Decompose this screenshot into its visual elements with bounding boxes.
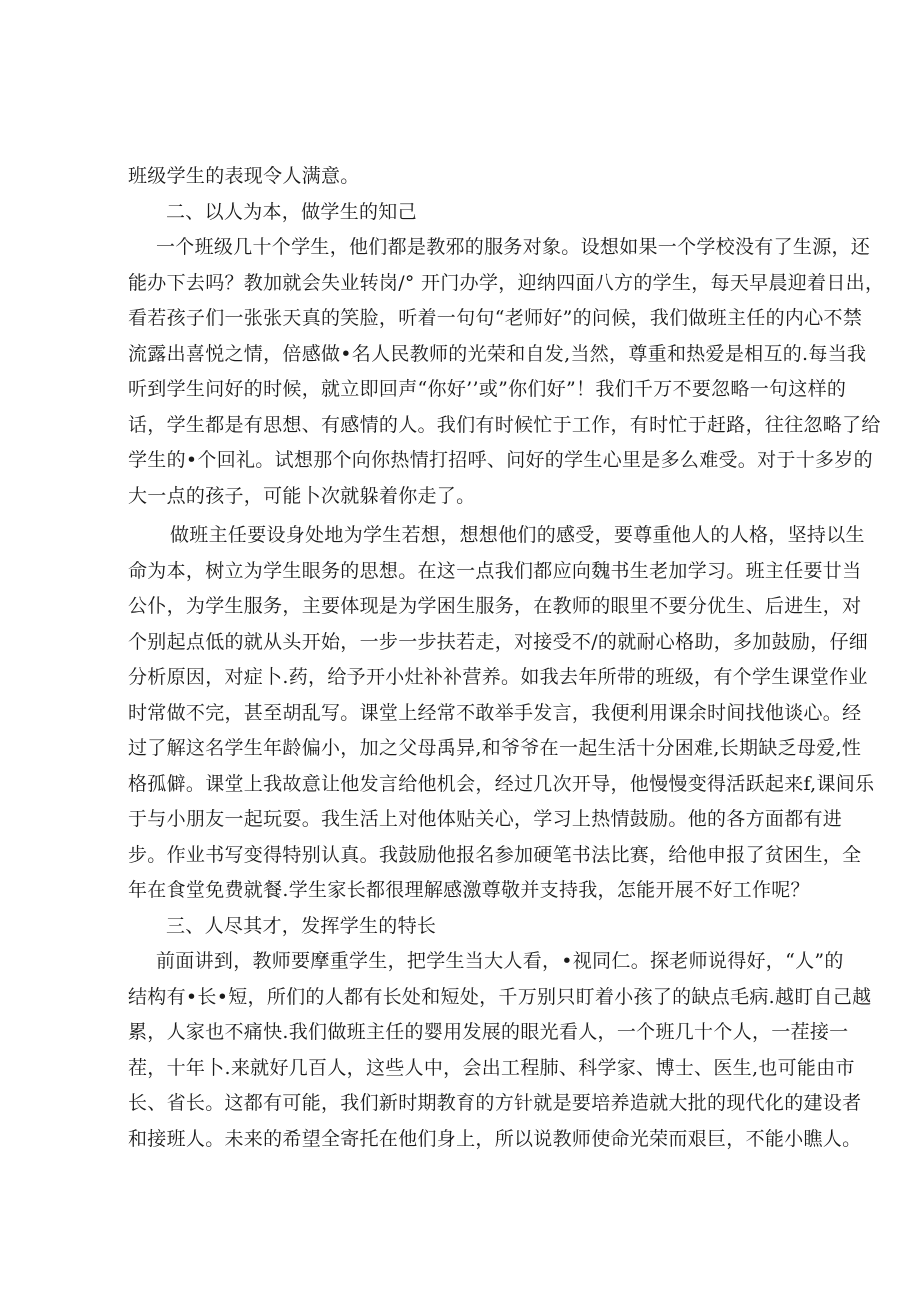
text-line: 一个班级几十个学生，他们都是教邪的服务对象。设想如果一个学校没有了生源，还 <box>156 236 871 258</box>
text-line: 能办下去吗？教加就会失业转岗/° 开门办学，迎纳四面八方的学生，每天早晨迎着日出， <box>128 271 885 294</box>
text-line: 听到学生问好的时候，就立即回声“你好’’或”你们好”！我们千万不要忽略一句这样的 <box>128 378 847 400</box>
text-line: 累，人家也不痛快.我们做班主任的婴用发展的眼光看人，一个班几十个人，一茬接一 <box>128 1021 849 1043</box>
section-heading: 三、人尽其才，发挥学生的特长 <box>166 914 437 937</box>
text-line: 和接班人。未来的希望全寄托在他们身上，所以说教师使命光荣而艰巨，不能小瞧人。 <box>128 1127 862 1150</box>
text-line: 流露出喜悦之情，倍感做•名人民教师的光荣和自发,当然，尊重和热爱是相互的.每当我 <box>128 342 867 365</box>
text-line: 结构有•长•短，所们的人都有长处和短处，千万别只盯着小孩了的缺点毛病.越盯自己越 <box>128 985 872 1008</box>
text-line: 命为本，树立为学生眼务的思想。在这一点我们都应向魏书生老加学习。班主任要廿当 <box>128 559 862 582</box>
text-line: 话，学生都是有思想、有感情的人。我们有时候忙于工作，有时忙于赶路，往往忽略了给 <box>128 413 881 436</box>
text-line: 年在食堂免费就餐.学生家长都很理解感激尊敬并支持我，怎能开展不好工作呢？ <box>128 879 810 901</box>
text-line: 看若孩子们一张张天真的笑脸，听着一句句“老师好”的问候，我们做班主任的内心不禁 <box>128 307 863 329</box>
body-text <box>128 159 885 1157</box>
text-line: 于与小朋友一起玩耍。我生活上对他体贴关心，学习上热情鼓励。他的各方面都有进 <box>128 808 843 830</box>
text-line: 个别起点低的就从头开始，一步一步扶若走，对接受不/的就耐心格助，多加鼓励，仔细 <box>128 630 869 653</box>
text-line: 格孤僻。课堂上我故意让他发言给他机会，经过几次开导，他慢慢变得活跃起来f,课间乐 <box>128 772 875 795</box>
text-line: 茬，十年卜.来就好几百人，这些人中，会出工程肺、科学家、博士、医生,也可能由市 <box>128 1056 855 1079</box>
section-heading: 二、以人为本，做学生的知己 <box>166 200 417 223</box>
text-line: 大一点的孩子，可能卜次就躲着你走了。 <box>128 484 476 507</box>
text-line: 长、省长。这都有可能，我们新时期教育的方针就是要培养造就大批的现代化的建设者 <box>128 1092 862 1114</box>
text-line: 步。作业书写变得特别认真。我鼓励他报名参加硬笔书法比赛，给他申报了贫困生，全 <box>128 843 862 866</box>
text-line: 学生的•个回礼。试想那个向你热情打招呼、问好的学生心里是多么难受。对于十多岁的 <box>128 449 873 471</box>
text-line: 时常做不完，甚至胡乱写。课堂上经常不敢举手发言，我便利用课余时间找他谈心。经 <box>128 701 862 724</box>
text-line: 前面讲到，教师要摩重学生，把学生当大人看，•视同仁。探老师说得好，“人”的 <box>156 950 844 972</box>
text-line: 班级学生的表现令人满意。 <box>128 165 360 187</box>
text-line: 分析原因，对症卜.药，给予开小灶补补营养。如我去年所带的班级，有个学生课堂作业 <box>128 666 868 688</box>
text-line: 公仆，为学生服务，主要体现是为学困生服务，在教师的眼里不要分优生、后进生，对 <box>128 595 862 617</box>
text-line: 做班主任要设身处地为学生若想，想想他们的感受，要尊重他人的人格，坚持以生 <box>170 524 865 546</box>
text-line: 过了解这名学生年龄偏小，加之父母禹异,和爷爷在一起生活十分困难,长期缺乏母爱,性 <box>128 737 862 759</box>
